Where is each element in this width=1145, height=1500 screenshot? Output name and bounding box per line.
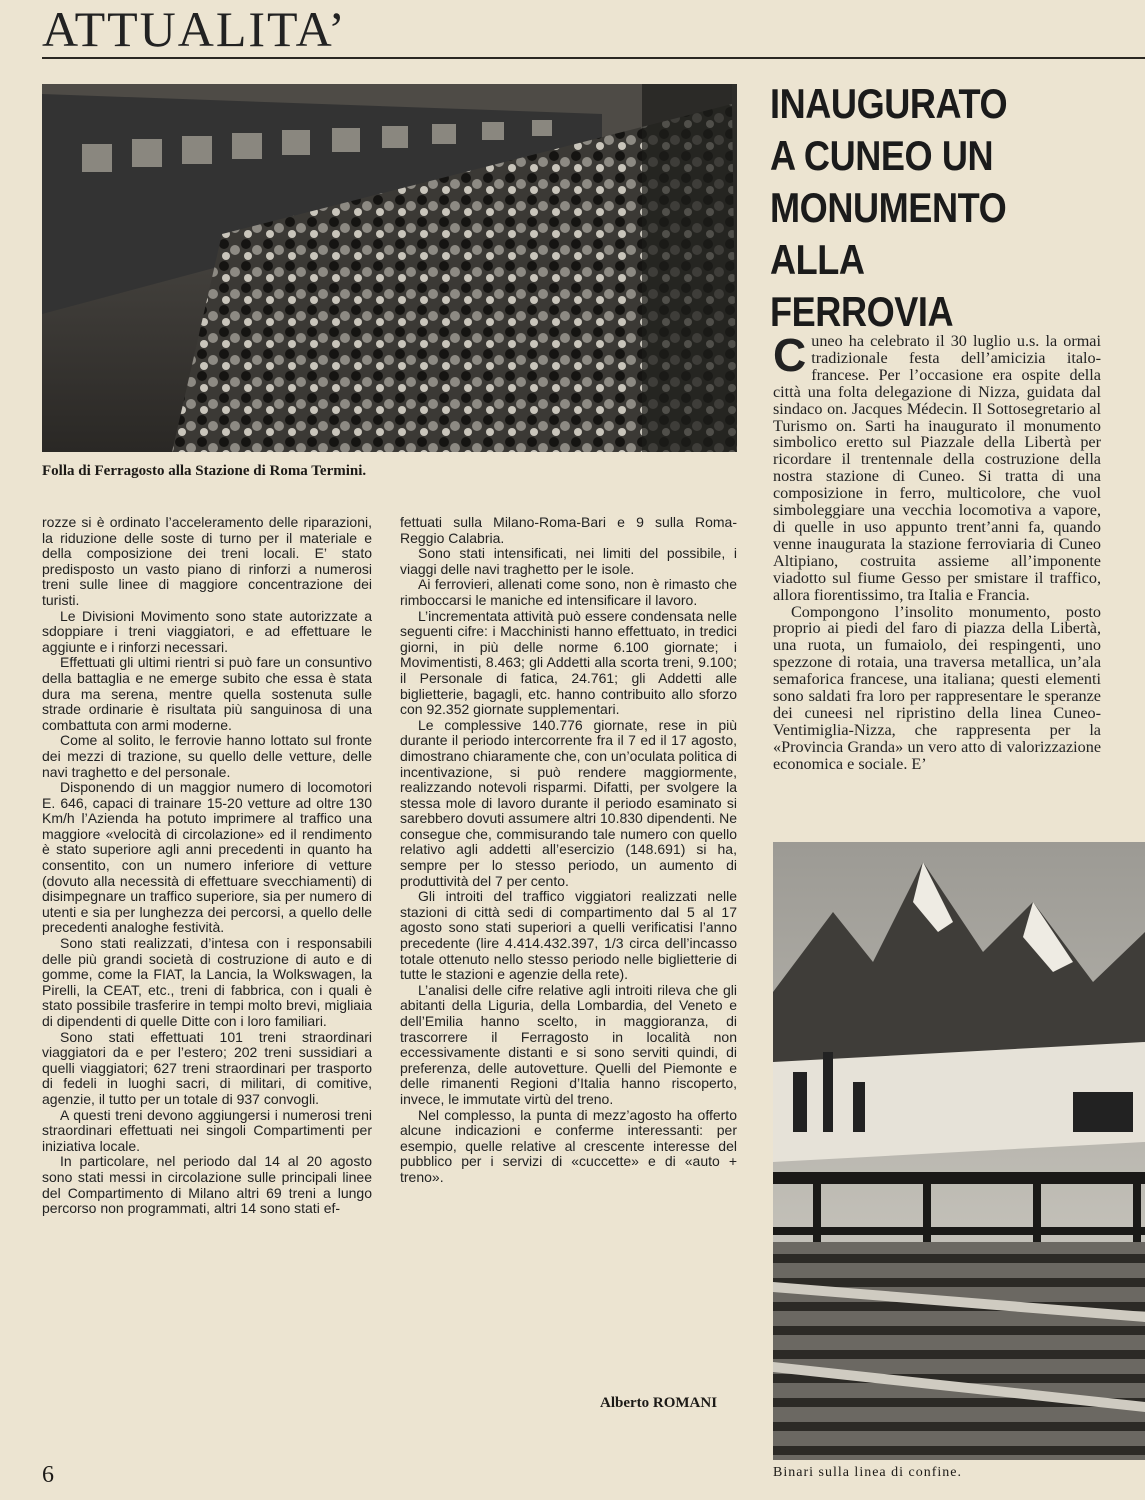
article-headline	[770, 78, 1062, 338]
paragraph: fettuati sulla Milano-Roma-Bari e 9 sulla Roma-Reggio Calabria.	[400, 514, 737, 546]
headline-line: INAUGURATO	[770, 80, 1008, 127]
cuneo-article	[773, 329, 1101, 773]
drop-cap: C	[773, 329, 807, 381]
paragraph: Compongono l’insolito monumento, posto proprio ai piedi del faro di piazza della Libertà, una ruota, un fumaiolo, dei respingenti, uno spezzone di rotaia, una traversa metallica, un’ala semaforica francese, una italiana; questi elementi sono saldati fra loro per rappresentare le speranze dei cuneesi nel ripristino della linea Cuneo-Ventimiglia-Nizza, che rappresenta per la «Provincia Granda» un vero atto di valorizzazione economica e sociale. E’	[773, 602, 1101, 773]
paragraph: Sono stati intensificati, nei limiti del possibile, i viaggi delle navi traghetto per le isole.	[400, 545, 737, 577]
headline-line: A CUNEO UN	[770, 132, 994, 179]
header-rule	[42, 57, 1145, 59]
paragraph: Disponendo di un maggior numero di locomotori E. 646, capaci di trainare 15-20 vetture ad oltre 130 Km/h l’Azienda ha potuto imprimere al traffico una maggiore «velocità di circolazione» ed il rendimento è stato superiore agli anni precedenti in quanto ha consentito, con un numero inferiore di vetture (dovuto alla necessità di effettuare svecchiamenti) di disimpegnare un traffico superiore, sia per numero di utenti e sia per lunghezza dei percorsi, a quello delle precedenti analoghe festività.	[42, 779, 372, 936]
paragraph: Ai ferrovieri, allenati come sono, non è rimasto che rimboccarsi le maniche ed intensificare il lavoro.	[400, 576, 737, 608]
crowd-photo	[42, 84, 737, 452]
paragraph: Sono stati realizzati, d’intesa con i responsabili delle più grandi società di costruzione di auto e di gomme, come la FIAT, la Lancia, la Wolkswagen, la Pirelli, la CEAT, etc., treni di fabbrica, con i quali è stato possibile trasferire in tempi molto brevi, migliaia di dipendenti di quelle Ditte con i loro familiari.	[42, 935, 372, 1029]
paragraph: Effettuati gli ultimi rientri si può fare un consuntivo della battaglia e ne emerge subito che essa è stata dura ma serena, mentre quella sostenuta sulle strade ordinarie è risultata più sanguinosa di una combattuta con armi moderne.	[42, 654, 372, 733]
paragraph: rozze si è ordinato l’acceleramento delle riparazioni, la riduzione delle soste di turno per il materiale e della composizione dei treni locali. E’ stato predisposto un vasto piano di rinforzi a numerosi treni sulle linee di maggiore concentrazione dei turisti.	[42, 514, 372, 608]
article-column-2	[400, 515, 737, 1186]
headline-line: FERROVIA	[770, 288, 954, 335]
paragraph: Come al solito, le ferrovie hanno lottato sul fronte dei mezzi di trazione, su quello delle vetture, delle navi traghetto e del personale.	[42, 732, 372, 780]
paragraph: Sono stati effettuati 101 treni straordinari viaggiatori da e per l’estero; 202 treni sussidiari a quelli viaggiatori; 627 treni straordinari per trasporto di fedeli in luoghi sacri, di militari, di comitive, agenzie, il tutto per un totale di 937 convogli.	[42, 1028, 372, 1107]
headline-line: MONUMENTO ALLA	[770, 184, 1007, 283]
paragraph: L’analisi delle cifre relative agli introiti rileva che gli abitanti della Liguria, della Lombardia, del Veneto e dell’Emilia hanno scelto, in maggioranza, di trascorrere il Ferragosto in località non eccessivamente distanti e si sono serviti quindi, di preferenza, delle autovetture. Quelli del Piemonte e delle rimanenti Regioni d’Italia hanno riscoperto, invece, le immutate virtù del treno.	[400, 981, 737, 1107]
page-number: 6	[42, 1462, 54, 1488]
article-column-1	[42, 515, 372, 1217]
paragraph: Le Divisioni Movimento sono state autorizzate a sdoppiare i treni viaggiatori, e ad effettuare le aggiunte e i rinforzi necessari.	[42, 607, 372, 655]
paragraph: A questi treni devono aggiungersi i numerosi treni straordinari effettuati nei singoli Compartimenti per iniziativa locale.	[42, 1106, 372, 1154]
section-title: ATTUALITA’	[42, 1, 347, 57]
author-byline: Alberto ROMANI	[600, 1395, 718, 1411]
paragraph: uneo ha celebrato il 30 luglio u.s. la ormai tradizionale festa dell’amicizia italo-francese. Per l’occasione era ospite della città una folta delegazione di Nizza, guidata dal sindaco on. Jacques Médecin. Il Sottosegretario al Turismo on. Sarti ha inaugurato il monumento simbolico eretto sul Piazzale della Libertà per ricordare il trentennale della costruzione della nostra stazione di Cuneo. Si tratta di una composizione in ferro, multicolore, che vuol simboleggiare una vecchia locomotiva a vapore, di quelle in uso appunto trent’anni fa, quando venne inaugurata la stazione ferroviaria di Cuneo Altipiano, costruita assieme all’imponente viadotto sul fiume Gesso per smistare il traffico, allora fiorentissimo, tra Italia e Francia.	[773, 332, 1101, 604]
tracks-photo-caption: Binari sulla linea di confine.	[773, 1465, 963, 1480]
paragraph: Nel complesso, la punta di mezz’agosto ha offerto alcune indicazioni e conferme interessanti: per esempio, quelle relative al crescente interesse del pubblico per i servizi di «cuccette» e di «auto + treno».	[400, 1106, 737, 1185]
paragraph: Le complessive 140.776 giornate, rese in più durante il periodo intercorrente fra il 7 ed il 17 agosto, dimostrano chiaramente che, con un’oculata politica di incentivazione, si può rendere maggiormente, realizzando notevoli risparmi. Difatti, per svolgere la stessa mole di lavoro durante il periodo esaminato si sarebbero dovuti assumere altri 10.830 dipendenti. Ne consegue che, commisurando tale numero con quello relativo agli addetti all’esercizio (148.691) si ha, sempre per lo stesso periodo, un aumento di produttività del 7 per cento.	[400, 716, 737, 889]
paragraph: L’incrementata attività può essere condensata nelle seguenti cifre: i Macchinisti hanno effettuato, in tredici giorni, in più delle norme 6.100 giornate; i Movimentisti, 8.463; gli Addetti alla scorta treni, 9.100; il Personale di fatica, 24.761; gli Addetti alle biglietterie, bagagli, etc. hanno contribuito allo sforzo con 92.352 giornate supplementari.	[400, 607, 737, 718]
tracks-photo	[773, 842, 1145, 1460]
paragraph: In particolare, nel periodo dal 14 al 20 agosto sono stati messi in circolazione sulle principali linee del Compartimento di Milano altri 69 treni a lungo percorso non programmati, altri 14 sono stati ef-	[42, 1153, 372, 1217]
crowd-photo-caption: Folla di Ferragosto alla Stazione di Roma Termini.	[42, 463, 367, 479]
paragraph: Gli introiti del traffico viggiatori realizzati nelle stazioni di città sedi di compartimento dal 5 al 17 agosto sono stati superiori a quelli verificatisi l’anno precedente (lire 4.414.432.397, 1/3 circa dell’incasso totale ottenuto nello stesso periodo nelle biglietterie di tutte le stazioni e agenzie della rete).	[400, 888, 737, 983]
